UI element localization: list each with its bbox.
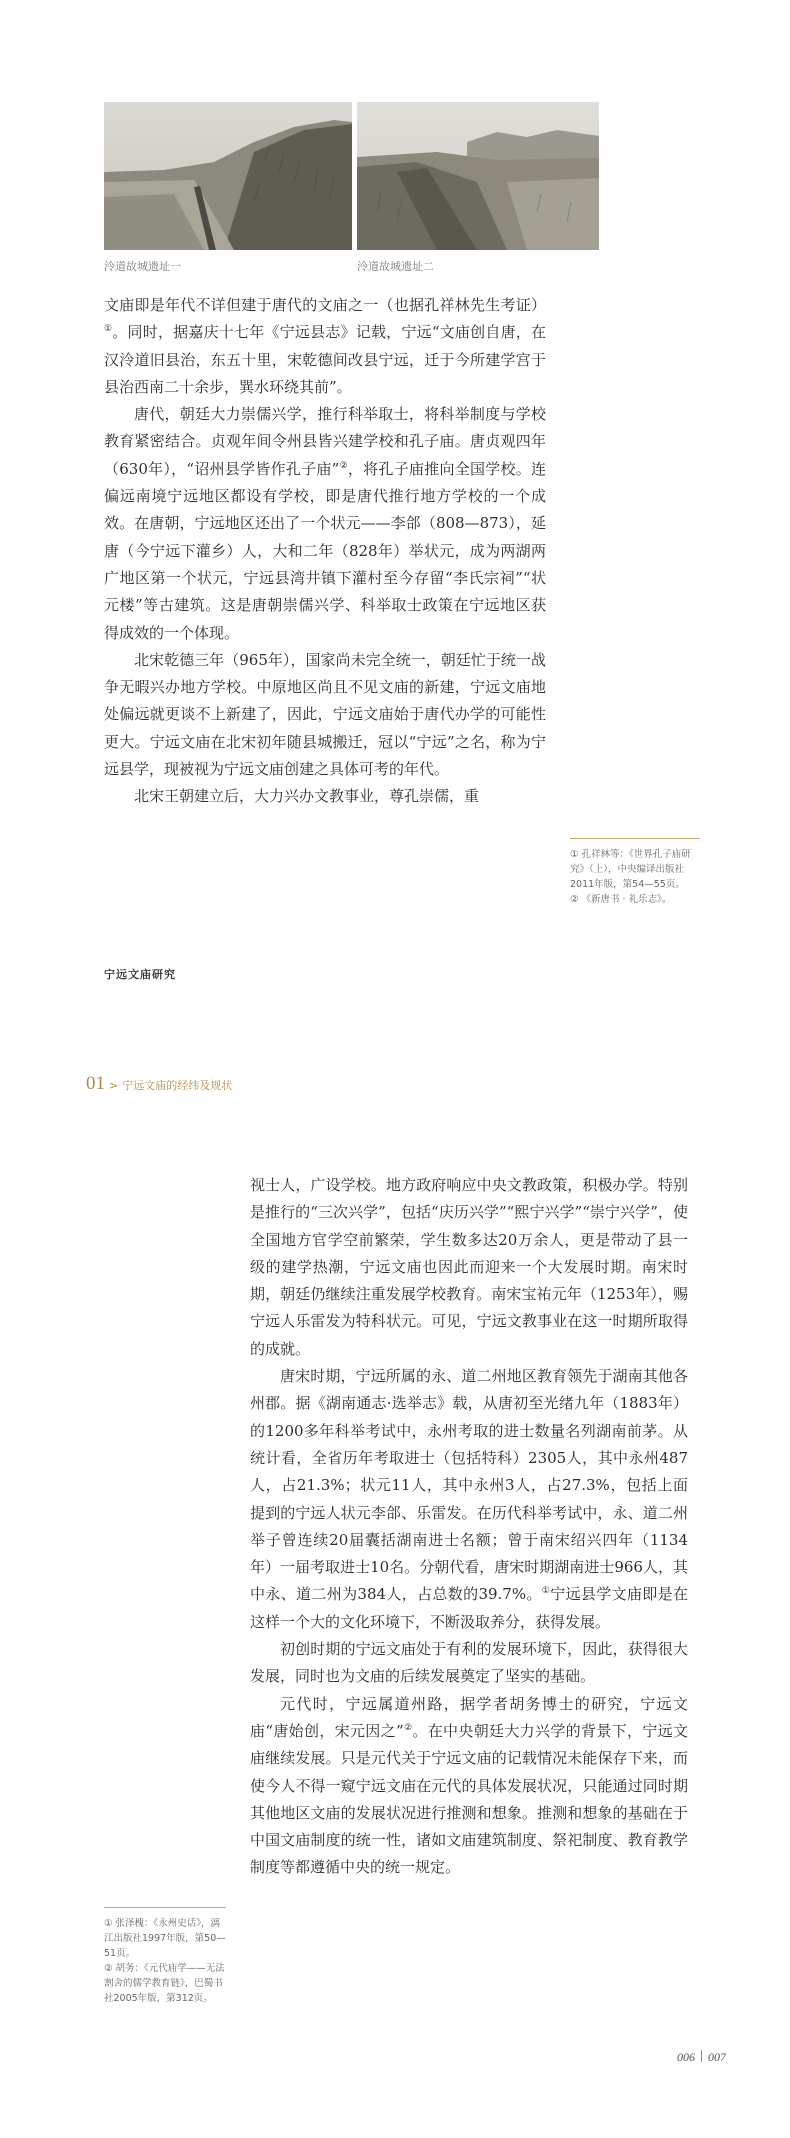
page-number-right: 007 [708,2050,726,2064]
paragraph: 初创时期的宁远文庙处于有利的发展环境下，因此，获得很大发展，同时也为文庙的后续发展奠定了坚实的基础。 [250,1640,688,1686]
footnote: ① 孔祥林等：《世界孔子庙研究》（上），中央编译出版社2011年版，第54—55页。 [570,849,691,890]
photo-caption: 泠道故城遗址一 [104,260,181,273]
footnotes [570,838,700,907]
footnote: ② 胡务：《元代庙学——无法割舍的儒学教育链》，巴蜀书社2005年版，第312页。 [104,1963,225,2004]
page-numbers [677,2050,726,2065]
footnote: ② 《新唐书 · 礼乐志》。 [570,894,672,905]
paragraph: 唐宋时期，宁远所属的永、道二州地区教育领先于湖南其他各州郡。据《湖南通志·选举志》载，从唐初至光绪九年（1883年）的1200多年科举考试中，永州考取的进士数量名列湖南前茅。从统计看，全省历年考取进士（包括特科）2305人，其中永州487人，占21.3%；状元11人，其中永州3人，占27.3%，包括上面提到的宁远人状元李郃、乐雷发。在历代科举考试中，永、道二州举子曾连续20届囊括湖南进士名额；曾于南宋绍兴四年（1134年）一届考取进士10名。分朝代看，唐宋时期湖南进士966人，其中永、道二州为384人，占总数的39.7%。①宁远县学文庙即是在这样一个大的文化环境下，不断汲取养分，获得发展。 [250,1367,688,1631]
ruins-photo-two [357,102,599,250]
chapter-header [86,1073,232,1095]
paragraph: 唐代，朝廷大力崇儒兴学，推行科举取士，将科举制度与学校教育紧密结合。贞观年间令州县皆兴建学校和孔子庙。唐贞观四年（630年），“诏州县学皆作孔子庙”②，将孔子庙推向全国学校。连偏远南境宁远地区都设有学校，即是唐代推行地方学校的一个成效。在唐朝，宁远地区还出了一个状元——李郃（808—873），延唐（今宁远下灌乡）人，大和二年（828年）举状元，成为两湖两广地区第一个状元，宁远县湾井镇下灌村至今存留“李氏宗祠”“状元楼”等古建筑。这是唐朝崇儒兴学、科举取士政策在宁远地区获得成效的一个体现。 [104,405,547,642]
running-book-title: 宁远文庙研究 [104,968,176,981]
page-number-left: 006 [677,2050,695,2064]
paragraph: 文庙即是年代不详但建于唐代的文庙之一（也据孔祥林先生考证）①。同时，据嘉庆十七年《宁远县志》记载，宁远“文庙创自唐，在汉泠道旧县治，东五十里，宋乾德间改县宁远，迁于今所建学宫于县治西南二十余步，巽水环绕其前”。 [104,296,547,396]
chevron-right-icon: > [109,1079,119,1092]
footnote-ref[interactable]: ② [339,460,348,471]
footnote-ref[interactable]: ① [541,1586,551,1597]
ruins-photo-one [104,102,352,250]
footnote: ① 张泽槐：《永州史话》，漓江出版社1997年版，第50—51页。 [104,1918,226,1959]
footnote-ref[interactable]: ① [104,324,113,335]
divider [701,2050,702,2062]
chapter-title: 宁远文庙的经纬及规状 [122,1079,233,1092]
footnotes [104,1907,226,2006]
footnote-ref[interactable]: ② [403,1722,413,1733]
photo-caption: 泠道故城遗址二 [357,260,434,273]
chapter-number: 01 [86,1073,105,1094]
body-text-column [104,292,546,811]
paragraph: 视士人，广设学校。地方政府响应中央文教政策，积极办学。特别是推行的“三次兴学”，包括“庆历兴学”“熙宁兴学”“崇宁兴学”，使全国地方官学空前繁荣，学生数多达20万余人，更是带动了县一级的建学热潮，宁远文庙也因此而迎来一个大发展时期。南宋时期，朝廷仍继续注重发展学校教育。南宋宝祐元年（1253年），赐宁远人乐雷发为特科状元。可见，宁远文教事业在这一时期所取得的成就。 [250,1176,688,1358]
paragraph: 北宋乾德三年（965年），国家尚未完全统一，朝廷忙于统一战争无暇兴办地方学校。中原地区尚且不见文庙的新建，宁远文庙地处偏远就更谈不上新建了，因此，宁远文庙始于唐代办学的可能性更大。宁远文庙在北宋初年随县城搬迁，冠以“宁远”之名，称为宁远县学，现被视为宁远文庙创建之具体可考的年代。 [104,650,546,779]
body-text-column [250,1172,688,1882]
paragraph: 元代时，宁远属道州路，据学者胡务博士的研究，宁远文庙“唐始创，宋元因之”②。在中央朝廷大力兴学的背景下，宁远文庙继续发展。只是元代关于宁远文庙的记载情况未能保存下来，而使今人不得一窥宁远文庙在元代的具体发展状况，只能通过同时期其他地区文庙的发展状况进行推测和想象。推测和想象的基础在于中国文庙制度的统一性，诸如文庙建筑制度、祭祀制度、教育教学制度等都遵循中央的统一规定。 [250,1694,688,1877]
paragraph: 北宋王朝建立后，大力兴办文教事业，尊孔崇儒，重 [134,787,480,806]
